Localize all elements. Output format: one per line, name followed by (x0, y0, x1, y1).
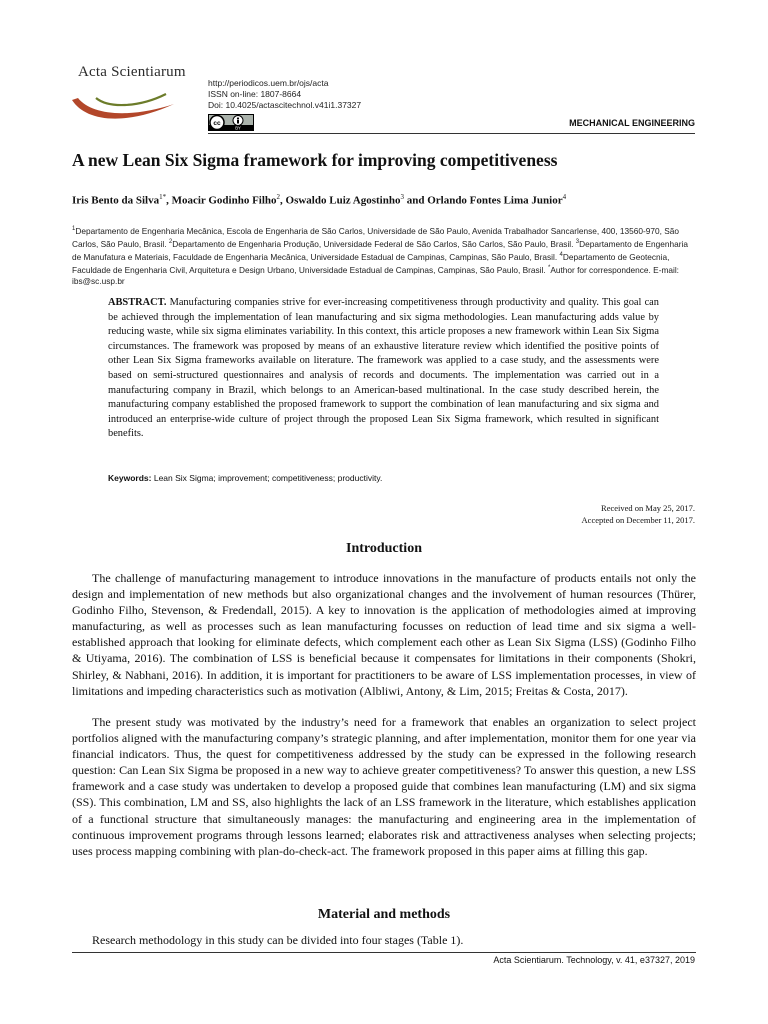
abstract-text: Manufacturing companies strive for ever-increasing competitiveness through productivity and quality. This goal can be achieved through the implementation of lean manufacturing and six sigma methodologies. Lean manufacturing adds value by reducing waste, while six sigma eliminates variability. In this context, this article proposes a new framework within Lean Six Sigma circumstances. The framework was proposed by means of an exhaustive literature review which identified the positive points of other Lean Six Sigma frameworks available on literature. The framework was applied to a case study, and the assessments were based on semi-structured questionnaires and analysis of records and documents. The implementation was carried out in a manufacturing company in Brazil, which belongs to an American-based multinational. In the case study described herein, the manufacturing company established the proposed framework to support the combination of lean manufacturing and six sigma and introduced an enterprise-wide culture of project through the proposed Lean Six Sigma framework, which resulted in significant benefits. (108, 297, 659, 440)
author-name: Orlando Fontes Lima Junior (427, 194, 563, 207)
section-heading: Introduction (346, 541, 422, 556)
journal-logo-swoosh (68, 78, 178, 124)
author-name: Iris Bento da Silva (72, 194, 160, 207)
article-doi[interactable]: Doi: 10.4025/actascitechnol.v41i1.37327 (208, 100, 362, 110)
page-footer: Acta Scientiarum. Technology, v. 41, e37327, 2019 (493, 955, 695, 965)
svg-text:BY: BY (235, 125, 241, 131)
article-title: A new Lean Six Sigma framework for improving competitiveness (72, 150, 558, 170)
affiliation: Departamento de Engenharia Mecânica, Escola de Engenharia de São Carlos, Universidade de São Paulo, Avenida Trabalhador Sancarlense, 400, 13560-970, São Carlos, São Paulo, Brasil. (72, 225, 679, 249)
section-heading: Material and methods (317, 907, 451, 922)
received-date: Received on May 25, 2017. (601, 503, 695, 513)
correspondence: Author for correspondence. E-mail: ibs@sc.usp.br (72, 264, 679, 287)
dates (582, 502, 695, 526)
affiliations: $^1$Departamento de Engenharia Mecânica, Escola de Engenharia de São Carlos, Universidade de São Paulo, Avenida Trabalhador Sancarlense, 400, 13560-970, São Carlos, São Paulo, Brasil. $^2$Departamento de Engenharia Produção, Universidade Federal de São Carlos, São Carlos, São Paulo, Brasil. $^3$Departamento de Engenharia de Manufatura e Materiais, Faculdade de Engenharia Mecânica, Universidade Estadual de Campinas, Campinas, São Paulo, Brasil. $^4$Departamento de Geotecnia, Faculdade de Engenharia Civil, Arquitetura e Design Urbano, Universidade Estadual de Campinas, Campinas, São Paulo, Brasil. *Author for correspondence. E-mail: ibs@sc.usp.br (72, 225, 688, 287)
journal-meta (208, 78, 361, 111)
keywords (108, 473, 382, 483)
svg-text:cc: cc (213, 120, 221, 127)
paragraph: The present study was motivated by the industry’s need for a framework that enables an organization to select project portfolios aligned with the manufacturing company’s strategic planning, and after implementation, monitor them for one year via financial indicators. Thus, the quest for competitiveness addressed by the study can be expressed in the following research question: Can Lean Six Sigma be proposed in a new way to achieve greater competitiveness? To answer this question, a new LSS framework and a case study was undertaken to develop a proposed guide that combines lean manufacturing (LM) and six sigma (SS). This combination, LM and SS, also highlights the lack of an LSS framework in the literature, which establishes application of a functional structure that simultaneously manages: the manufacturing and engineering area in the implementation of continuous improvement programs through lessons learned; elaborates risk and attractiveness analyses when selecting projects; uses process mapping combining with plan-do-check-act. The framework proposed in this paper aims at filling this gap. (72, 715, 696, 858)
journal-logo-text: Acta Scientiarum (78, 64, 186, 80)
abstract (108, 296, 659, 442)
affiliation: Departamento de Geotecnia, Faculdade de Engenharia Civil, Arquitetura e Design Urbano, Universidade Estadual de Campinas, Campinas, São Paulo, Brasil. (72, 251, 670, 275)
accepted-date: Accepted on December 11, 2017. (581, 515, 695, 525)
paragraph: Research methodology in this study can be divided into four stages (Table 1). (92, 933, 464, 947)
keywords-text: Lean Six Sigma; improvement; competitiveness; productivity. (153, 473, 383, 483)
journal-issn: ISSN on-line: 1807-8664 (208, 89, 302, 99)
abstract-label: ABSTRACT. (108, 297, 167, 308)
footer-divider (72, 952, 696, 953)
author-sup: 4 (562, 193, 567, 201)
author-name: Moacir Godinho Filho (171, 194, 277, 207)
section-label: MECHANICAL ENGINEERING (569, 118, 695, 128)
affiliation: Departamento de Engenharia Produção, Universidade Federal de São Carlos, São Carlos, São Paulo, Brasil. (172, 238, 574, 249)
cc-by-license-badge[interactable] (208, 114, 254, 131)
author-sup: 1* (159, 193, 167, 201)
author-list: Iris Bento da Silva$^{1*}$, Moacir Godinho Filho$^2$, Oswaldo Luiz Agostinho$^3$ and Orlando Fontes Lima Junior$^4$ (72, 193, 567, 207)
affiliation: Departamento de Engenharia de Manufatura e Materiais, Faculdade de Engenharia Mecânica, Universidade Estadual de Campinas, Campinas, São Paulo, Brasil. (72, 238, 688, 262)
header-divider (208, 133, 695, 134)
journal-url[interactable]: http://periodicos.uem.br/ojs/acta (208, 78, 329, 88)
author-name: Oswaldo Luiz Agostinho (285, 194, 401, 207)
author-sup: 3 (400, 193, 404, 201)
keywords-label: Keywords: (108, 473, 152, 483)
paragraph: The challenge of manufacturing management to introduce innovations in the manufacture of products entails not only the design and implementation of new methods but also organizational changes and the involvement of human resources (Thürer, Godinho Filho, Stevenson, & Fredendall, 2015). A key to innovation is the application of methodologies aimed at improving manufacturing, as well as processes such as lean manufacturing focusses on reduction of lead time and six sigma a well-established approach that looking for eliminate defects, which complement each other as Lean Six Sigma (LSS) (Godinho Filho & Utiyama, 2016). The combination of LSS is beneficial because it compensates for limitations in their components (Shokri, Shirley, & Nabhani, 2016). In addition, it is important for practitioners to be aware of LSS implementation processes, in view of limitations and impeding characteristics such as motivation (Albliwi, Antony, & Lim, 2015; Freitas & Costa, 2017). (72, 571, 696, 698)
author-sup: 2 (276, 193, 281, 201)
